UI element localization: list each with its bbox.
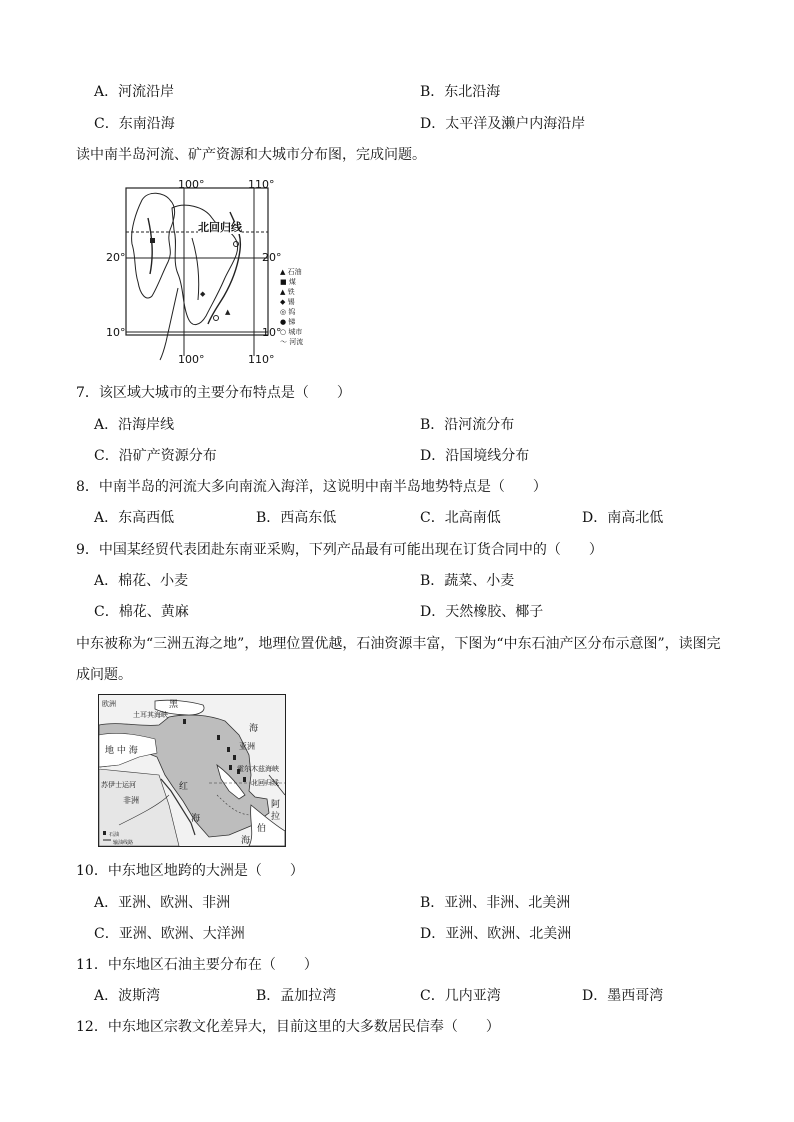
indochina-map-drawing <box>112 178 308 368</box>
q10-option-c: C．亚洲、欧洲、大洋洲 <box>94 926 245 942</box>
label-arabian-3: 伯 <box>257 824 267 834</box>
svg-text:▲: ▲ <box>225 308 231 316</box>
antimony-symbol-icon: ● <box>280 318 287 326</box>
oil-symbol-icon: ▲ <box>280 268 286 276</box>
q10-stem: 10．中东地区地跨的大洲是（ ） <box>76 863 304 879</box>
legend-coal: ■ 煤 <box>280 278 296 286</box>
lon-bottom-100: 100° <box>178 353 205 366</box>
label-asia: 亚洲 <box>239 742 255 751</box>
q7-option-a: A．沿海岸线 <box>94 417 175 433</box>
legend-tungsten: ◎ 钨 <box>280 308 296 316</box>
q11-option-a: A．波斯湾 <box>94 988 161 1004</box>
q8-option-b: B．西高东低 <box>256 510 337 526</box>
intro-map2-line1: 中东被称为“三洲五海之地”，地理位置优越，石油资源丰富，下图为“中东石油产区分布示意图”，读图完 <box>76 636 721 652</box>
city-symbol-icon: ○ <box>280 328 287 336</box>
coal-symbol-icon: ■ <box>280 278 287 286</box>
label-tropic: 北回归线 <box>251 779 279 787</box>
q6-option-b: B．东北沿海 <box>420 84 501 100</box>
legend-oil: ▲ 石油 <box>280 268 302 276</box>
label-suez: 苏伊士运河 <box>101 781 136 789</box>
q7-option-c: C．沿矿产资源分布 <box>94 448 217 464</box>
q8-stem: 8．中南半岛的河流大多向南流入海洋，这说明中南半岛地势特点是（ ） <box>76 479 547 495</box>
q9-stem: 9．中国某经贸代表团赴东南亚采购，下列产品最有可能出现在订货合同中的（ ） <box>76 542 603 558</box>
label-africa: 非洲 <box>123 796 139 805</box>
q10-option-d: D．亚洲、欧洲、北美洲 <box>420 926 572 942</box>
q11-option-d: D．墨西哥湾 <box>582 988 664 1004</box>
river-symbol-icon: 〜 <box>280 338 287 346</box>
label-hormuz: 霍尔木兹海峡 <box>237 765 279 773</box>
label-turkish-straits: 土耳其海峡 <box>133 711 168 719</box>
legend-iron: ▲ 铁 <box>280 288 295 296</box>
label-mediterranean: 地 中 海 <box>105 746 138 756</box>
q9-option-d: D．天然橡胶、椰子 <box>420 604 544 620</box>
middle-east-map <box>98 694 286 847</box>
legend-pipeline: 输油线路 <box>113 840 134 846</box>
label-arabian-1: 阿 <box>271 800 281 810</box>
lon-top-100: 100° <box>178 178 205 191</box>
q10-option-a: A．亚洲、欧洲、非洲 <box>94 895 231 911</box>
legend-oil: 石油 <box>109 832 120 838</box>
lat-20-right: 20° <box>262 251 282 264</box>
legend-antimony: ● 锑 <box>280 318 296 326</box>
label-arabian-2: 拉 <box>271 812 281 822</box>
label-black: 黑 <box>169 700 179 710</box>
lon-bottom-110: 110° <box>248 353 275 366</box>
label-black-sea-2: 海 <box>249 724 259 734</box>
legend-river: 〜 河流 <box>280 338 304 346</box>
q6-option-d: D．太平洋及濑户内海沿岸 <box>420 116 586 132</box>
indochina-map <box>106 178 308 368</box>
q8-option-a: A．东高西低 <box>94 510 175 526</box>
iron-symbol-icon: ▲ <box>280 288 286 296</box>
q9-option-a: A．棉花、小麦 <box>94 573 189 589</box>
label-red: 红 <box>179 782 189 792</box>
q7-stem: 7．该区域大城市的主要分布特点是（ ） <box>76 385 351 401</box>
q11-option-b: B．孟加拉湾 <box>256 988 337 1004</box>
legend-city: ○ 城市 <box>280 328 303 336</box>
q6-option-c: C．东南沿海 <box>94 116 175 132</box>
label-europe: 欧洲 <box>102 700 116 708</box>
intro-map2-line2: 成问题。 <box>76 667 132 683</box>
q12-stem: 12．中东地区宗教文化差异大，目前这里的大多数居民信奉（ ） <box>76 1019 500 1035</box>
svg-text:◆: ◆ <box>200 290 206 298</box>
q6-option-a: A．河流沿岸 <box>94 84 175 100</box>
q11-option-c: C．几内亚湾 <box>420 988 501 1004</box>
q9-option-b: B．蔬菜、小麦 <box>420 573 515 589</box>
q7-option-b: B．沿河流分布 <box>420 417 515 433</box>
legend-tin: ◆ 锡 <box>280 298 295 306</box>
lat-10-left: 10° <box>106 326 126 339</box>
q7-option-d: D．沿国境线分布 <box>420 448 530 464</box>
lat-20-left: 20° <box>106 251 126 264</box>
tropic-label: 北回归线 <box>198 221 242 234</box>
label-red-sea-2: 海 <box>191 814 201 824</box>
q8-option-c: C．北高南低 <box>420 510 501 526</box>
intro-map1: 读中南半岛河流、矿产资源和大城市分布图，完成问题。 <box>76 147 426 163</box>
lon-top-110: 110° <box>248 178 275 191</box>
q8-option-d: D．南高北低 <box>582 510 664 526</box>
q9-option-c: C．棉花、黄麻 <box>94 604 189 620</box>
lat-10-right: 10° <box>262 326 282 339</box>
label-arabian-4: 海 <box>241 836 251 846</box>
q10-option-b: B．亚洲、非洲、北美洲 <box>420 895 571 911</box>
tin-symbol-icon: ◆ <box>280 298 286 306</box>
q11-stem: 11．中东地区石油主要分布在（ ） <box>76 957 318 973</box>
tungsten-symbol-icon: ◎ <box>280 308 287 316</box>
